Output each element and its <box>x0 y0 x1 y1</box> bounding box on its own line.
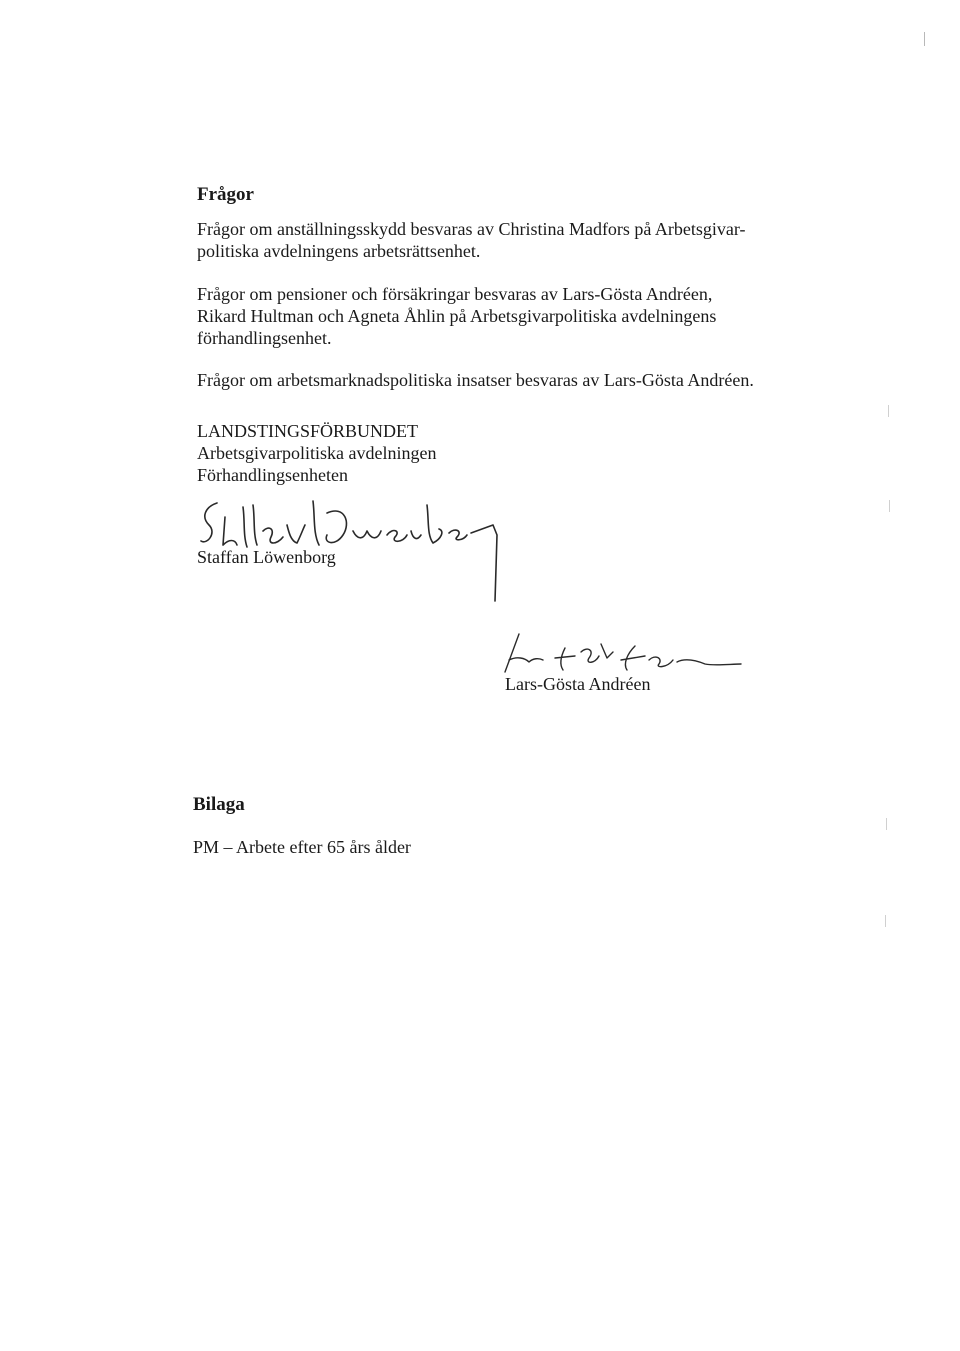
attachment-item-wrapper <box>193 836 411 858</box>
signatory-1-name-wrapper <box>197 546 336 568</box>
paragraph-line: Rikard Hultman och Agneta Åhlin på Arbetsgivarpolitiska avdelningens <box>197 306 717 326</box>
scan-mark <box>888 405 889 417</box>
sender-block <box>197 420 436 486</box>
scan-mark <box>924 32 925 46</box>
paragraph-line: Frågor om anställningsskydd besvaras av Christina Madfors på Arbetsgivar- <box>197 219 746 239</box>
scan-mark <box>886 818 887 830</box>
questions-paragraph-1 <box>197 218 746 262</box>
sender-unit: Förhandlingsenheten <box>197 465 348 485</box>
handwritten-signature-2 <box>495 630 745 675</box>
signatory-1-name: Staffan Löwenborg <box>197 547 336 567</box>
paragraph-line: Frågor om arbetsmarknadspolitiska insatser besvaras av Lars-Gösta Andréen. <box>197 370 754 390</box>
questions-paragraph-2 <box>197 283 716 349</box>
sender-department: Arbetsgivarpolitiska avdelningen <box>197 443 437 463</box>
sender-org: LANDSTINGSFÖRBUNDET <box>197 421 419 441</box>
paragraph-line: politiska avdelningens arbetsrättsenhet. <box>197 241 481 261</box>
scan-mark <box>885 915 886 927</box>
signatory-2-name-wrapper <box>505 673 650 695</box>
signatory-2-name: Lars-Gösta Andréen <box>505 674 651 694</box>
questions-heading: Frågor <box>197 184 254 205</box>
questions-paragraph-3 <box>197 369 754 391</box>
attachment-item: PM – Arbete efter 65 års ålder <box>193 837 411 857</box>
attachment-heading: Bilaga <box>193 794 245 815</box>
scan-mark <box>889 500 890 512</box>
paragraph-line: Frågor om pensioner och försäkringar besvaras av Lars-Gösta Andréen, <box>197 284 713 304</box>
paragraph-line: förhandlingsenhet. <box>197 328 332 348</box>
